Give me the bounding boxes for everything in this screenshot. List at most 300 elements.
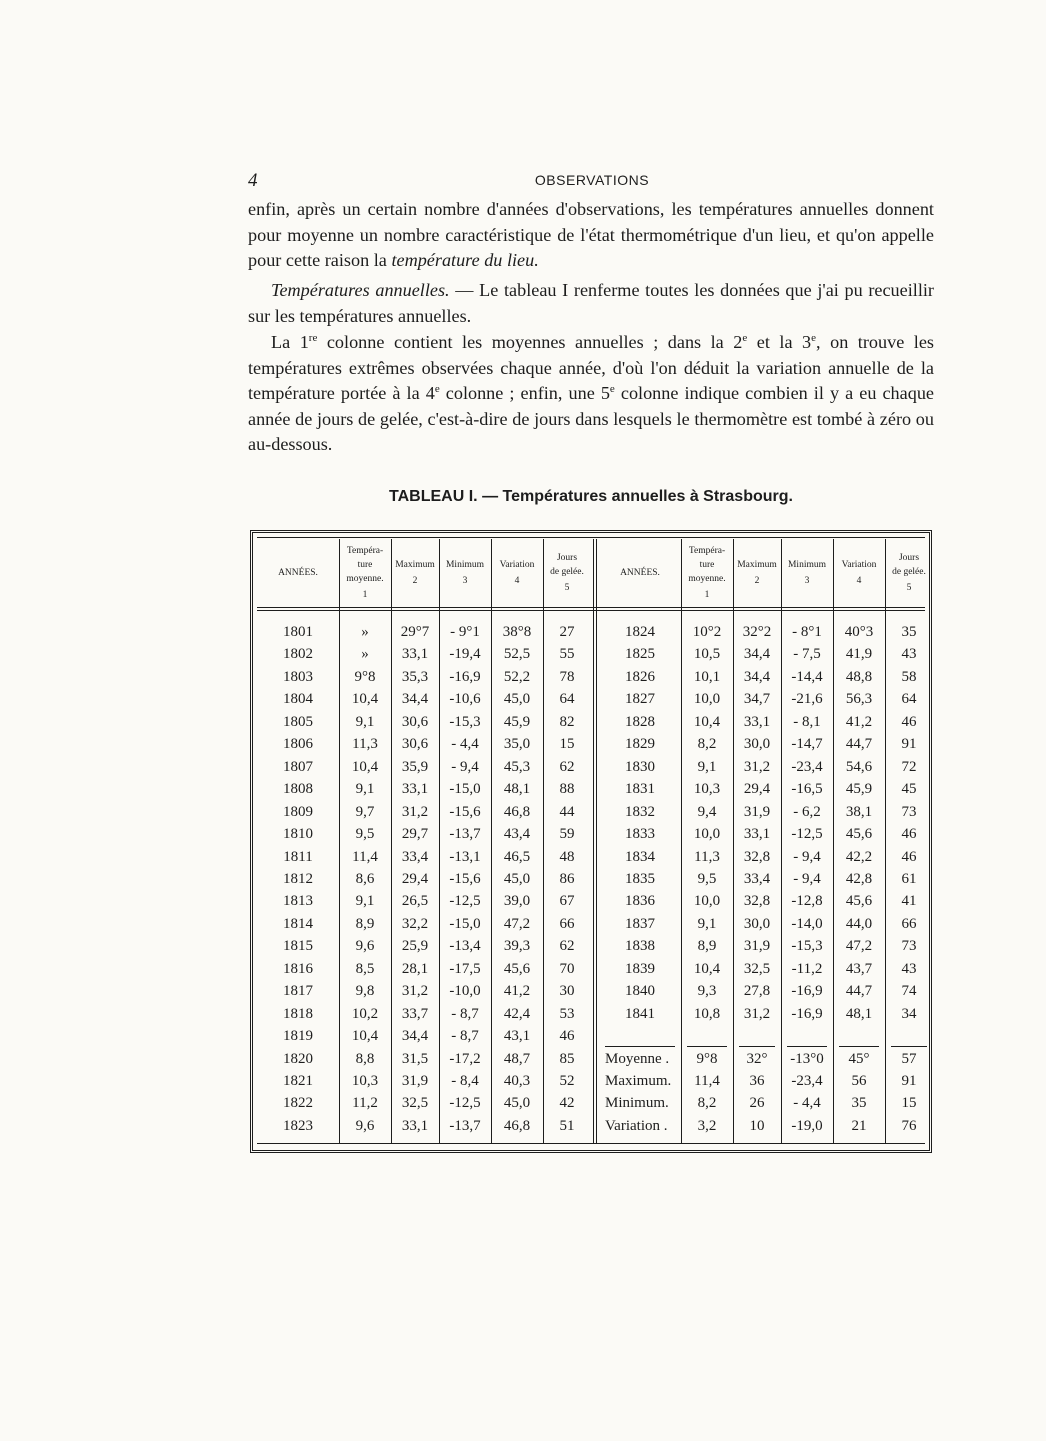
cell-jours-gelee: 46: [901, 848, 917, 865]
cell-year: 1811: [283, 848, 313, 865]
cell-jours-gelee: 48: [559, 848, 575, 865]
header-maximum-number: 2: [412, 576, 418, 586]
cell-temperature: 10,1: [693, 668, 721, 685]
cell-temperature: 11,2: [352, 1095, 378, 1112]
cell-temperature: 8,2: [697, 1095, 717, 1112]
table-row: [253, 1070, 593, 1092]
cell-maximum: 30,0: [743, 915, 771, 932]
summary-row: [595, 1048, 935, 1070]
cell-variation: 45°: [848, 1050, 870, 1067]
cell-jours-gelee: 57: [901, 1050, 917, 1067]
cell-variation: 42,8: [845, 870, 873, 887]
cell-maximum: 33,1: [743, 826, 771, 843]
cell-minimum: -16,9: [449, 668, 481, 685]
cell-minimum: - 8,1: [793, 713, 821, 730]
table-row: [253, 890, 593, 912]
cell-maximum: 32,2: [401, 915, 429, 932]
cell-year: 1814: [283, 915, 313, 932]
cell-year: 1804: [283, 691, 313, 708]
cell-jours-gelee: 64: [559, 691, 575, 708]
cell-minimum: -13,7: [449, 826, 481, 843]
cell-year: 1832: [625, 803, 655, 820]
cell-minimum: - 9,4: [793, 848, 821, 865]
cell-jours-gelee: 46: [559, 1028, 575, 1045]
cell-year: 1829: [625, 736, 655, 753]
superscript: e: [742, 332, 748, 344]
superscript: e: [609, 383, 615, 395]
cell-temperature: 9,4: [697, 803, 717, 820]
cell-temperature: 9°8: [354, 668, 376, 685]
table-row: [253, 868, 593, 890]
cell-temperature: 10,2: [351, 1005, 379, 1022]
table-row: [253, 733, 593, 755]
cell-year: 1827: [625, 691, 655, 708]
cell-variation: 52,5: [503, 646, 531, 663]
table-row: [595, 980, 935, 1002]
cell-year: 1819: [283, 1028, 313, 1045]
header-variation: [833, 539, 885, 607]
header-minimum-number: 3: [804, 576, 810, 586]
cell-maximum: 29,7: [401, 826, 429, 843]
header-minimum-label: Minimum: [445, 560, 484, 570]
paragraph-2-text: — Le tableau I renferme toutes les données que j'ai pu recueillir sur les températures annuelles.: [248, 280, 934, 326]
header-annees-label: ANNÉES.: [620, 568, 660, 578]
summary-row: [595, 1115, 935, 1137]
cell-temperature: 8,9: [355, 915, 375, 932]
cell-minimum: -14,7: [791, 736, 823, 753]
cell-jours-gelee: 74: [901, 983, 917, 1000]
summary-row: [595, 1092, 935, 1114]
cell-year: 1803: [283, 668, 313, 685]
table-row: [253, 958, 593, 980]
cell-maximum: 33,1: [401, 646, 429, 663]
header-minimum-number: 3: [462, 576, 468, 586]
cell-minimum: -12,5: [449, 1095, 481, 1112]
cell-year: 1826: [625, 668, 655, 685]
cell-maximum: 33,7: [401, 1005, 429, 1022]
table-row: [595, 801, 935, 823]
cell-temperature: 8,8: [355, 1050, 375, 1067]
table-row: [595, 756, 935, 778]
cell-jours-gelee: 43: [901, 960, 917, 977]
cell-variation: 42,4: [503, 1005, 531, 1022]
header-maximum-number: 2: [754, 576, 760, 586]
summary-separator: [787, 1046, 827, 1047]
cell-minimum: - 8,4: [451, 1073, 479, 1089]
cell-minimum: -13,4: [449, 938, 481, 955]
header-temperature-label: moyenne.: [346, 574, 384, 584]
cell-jours-gelee: 27: [559, 624, 575, 640]
cell-temperature: 9,6: [355, 1117, 375, 1134]
cell-jours-gelee: 73: [901, 803, 917, 820]
cell-maximum: 31,2: [743, 758, 771, 775]
superscript: e: [434, 383, 440, 395]
cell-variation: 48,1: [503, 781, 531, 798]
cell-jours-gelee: 91: [901, 1073, 917, 1089]
cell-jours-gelee: 15: [559, 736, 575, 753]
paragraph-3-text: La 1: [271, 332, 309, 352]
cell-maximum: 32,5: [743, 960, 771, 977]
table-row: [595, 823, 935, 845]
cell-maximum: 33,1: [743, 713, 771, 730]
summary-separator: [839, 1046, 879, 1047]
cell-maximum: 32,8: [743, 848, 771, 865]
cell-variation: 39,0: [503, 893, 531, 910]
cell-maximum: 34,4: [401, 1028, 429, 1045]
cell-minimum: -16,9: [791, 1005, 823, 1022]
cell-variation: 40°3: [844, 624, 874, 640]
cell-jours-gelee: 53: [559, 1005, 575, 1022]
cell-maximum: 33,4: [743, 870, 771, 887]
cell-jours-gelee: 67: [559, 893, 575, 910]
cell-temperature: 8,9: [697, 938, 717, 955]
cell-maximum: 30,0: [743, 736, 771, 753]
cell-minimum: -11,2: [791, 960, 823, 977]
cell-jours-gelee: 78: [559, 668, 575, 685]
cell-year: 1828: [625, 713, 655, 730]
cell-variation: 41,2: [845, 713, 873, 730]
cell-variation: 35: [851, 1095, 867, 1112]
cell-year: 1820: [283, 1050, 313, 1067]
cell-variation: 47,2: [845, 938, 873, 955]
cell-minimum: - 8,7: [451, 1005, 479, 1022]
header-maximum-label: Maximum: [737, 560, 777, 570]
cell-minimum: -17,2: [449, 1050, 481, 1067]
cell-maximum: 31,5: [401, 1050, 429, 1067]
cell-variation: 52,2: [503, 668, 531, 685]
cell-maximum: 26: [749, 1095, 765, 1112]
cell-temperature: 10,4: [351, 758, 379, 775]
cell-minimum: -15,0: [449, 915, 481, 932]
table-row: [595, 688, 935, 710]
cell-maximum: 33,1: [401, 781, 429, 798]
cell-maximum: 31,9: [743, 938, 771, 955]
cell-minimum: -16,5: [791, 781, 823, 798]
header-jours-gelee: [885, 539, 933, 607]
running-head: OBSERVATIONS: [534, 172, 650, 188]
cell-temperature: 11,4: [352, 848, 378, 865]
header-jours-gelee-label: de gelée.: [892, 567, 926, 577]
header-variation-label: Variation: [841, 560, 877, 570]
cell-minimum: -23,4: [791, 1073, 823, 1089]
summary-row: [595, 1070, 935, 1092]
cell-variation: 42,2: [845, 848, 873, 865]
table-row: [253, 1048, 593, 1070]
cell-temperature: »: [361, 646, 369, 663]
cell-variation: 38,1: [845, 803, 873, 820]
header-annees: [257, 539, 339, 607]
table-top-rule: [257, 537, 925, 538]
header-temperature-label: Tempéra-: [688, 546, 726, 556]
cell-maximum: 25,9: [401, 938, 429, 955]
cell-jours-gelee: 66: [559, 915, 575, 932]
cell-minimum: - 9,4: [793, 870, 821, 887]
header-maximum: [733, 539, 781, 607]
cell-variation: 45,6: [503, 960, 531, 977]
cell-maximum: 33,4: [401, 848, 429, 865]
cell-variation: 46,5: [503, 848, 531, 865]
table-row: [253, 621, 593, 643]
cell-maximum: 32°2: [742, 624, 772, 640]
cell-temperature: 10,5: [693, 646, 721, 663]
cell-temperature: 3,2: [697, 1117, 717, 1134]
cell-year: Moyenne .: [605, 1050, 670, 1067]
footer-rule: [257, 1143, 925, 1144]
cell-minimum: - 6,2: [793, 803, 821, 820]
cell-year: 1805: [283, 713, 313, 730]
header-maximum: [391, 539, 439, 607]
header-temperature: [681, 539, 733, 607]
header-rule: [257, 607, 925, 611]
cell-temperature: 11,4: [694, 1073, 720, 1089]
cell-minimum: - 9°1: [450, 624, 480, 640]
cell-temperature: 8,6: [355, 870, 375, 887]
cell-temperature: 11,3: [694, 848, 720, 865]
cell-maximum: 34,4: [743, 668, 771, 685]
cell-year: 1816: [283, 960, 313, 977]
cell-variation: 44,7: [845, 736, 873, 753]
cell-maximum: 36: [749, 1073, 765, 1089]
cell-jours-gelee: 44: [559, 803, 575, 820]
cell-variation: 44,0: [845, 915, 873, 932]
cell-year: 1801: [283, 624, 313, 640]
table-row: [595, 890, 935, 912]
header-temperature-label: Tempéra-: [346, 546, 384, 556]
cell-jours-gelee: 43: [901, 646, 917, 663]
cell-variation: 21: [851, 1117, 867, 1134]
summary-separator: [605, 1046, 675, 1047]
cell-jours-gelee: 34: [901, 1005, 917, 1022]
cell-year: 1840: [625, 983, 655, 1000]
cell-variation: 46,8: [503, 1117, 531, 1134]
cell-jours-gelee: 30: [559, 983, 575, 1000]
cell-maximum: 31,2: [401, 983, 429, 1000]
cell-maximum: 32,8: [743, 893, 771, 910]
cell-variation: 45,9: [845, 781, 873, 798]
cell-year: 1835: [625, 870, 655, 887]
cell-temperature: 10,4: [351, 1028, 379, 1045]
cell-variation: 56: [851, 1073, 867, 1089]
cell-temperature: 10,0: [693, 893, 721, 910]
cell-jours-gelee: 73: [901, 938, 917, 955]
cell-temperature: 9,3: [697, 983, 717, 1000]
cell-minimum: - 9,4: [451, 758, 479, 775]
table-row: [253, 980, 593, 1002]
table-row: [595, 958, 935, 980]
table-row: [253, 1092, 593, 1114]
cell-year: 1824: [625, 624, 655, 640]
cell-year: 1821: [283, 1073, 313, 1089]
cell-year: 1815: [283, 938, 313, 955]
cell-jours-gelee: 45: [901, 781, 917, 798]
cell-variation: 45,0: [503, 691, 531, 708]
cell-year: 1802: [283, 646, 313, 663]
cell-temperature: 10°2: [692, 624, 722, 640]
cell-minimum: -12,5: [791, 826, 823, 843]
table-row: [595, 778, 935, 800]
table-row: [595, 711, 935, 733]
cell-variation: 46,8: [503, 803, 531, 820]
cell-variation: 39,3: [503, 938, 531, 955]
cell-maximum: 31,9: [743, 803, 771, 820]
cell-jours-gelee: 42: [559, 1095, 575, 1112]
header-variation-number: 4: [856, 576, 862, 586]
cell-year: Maximum.: [605, 1073, 672, 1089]
cell-minimum: -16,9: [791, 983, 823, 1000]
table-row: [595, 666, 935, 688]
paragraph-1-text: enfin, après un certain nombre d'années d'observations, les températures annuelles donnent pour moyenne un nombre caractéristique de l'état thermométrique d'un lieu, et qu'on appelle pour cette raison la: [248, 199, 934, 270]
cell-minimum: - 7,5: [793, 646, 821, 663]
cell-jours-gelee: 52: [559, 1073, 575, 1089]
cell-minimum: -12,5: [449, 893, 481, 910]
page-header: [248, 170, 936, 192]
header-temperature: [339, 539, 391, 607]
table-row: [253, 935, 593, 957]
header-maximum-label: Maximum: [395, 560, 435, 570]
cell-maximum: 34,4: [743, 646, 771, 663]
cell-maximum: 29,4: [743, 781, 771, 798]
cell-variation: 45,9: [503, 713, 531, 730]
superscript: e: [811, 332, 817, 344]
header-jours-gelee-number: 5: [564, 583, 570, 593]
superscript: re: [308, 332, 318, 344]
header-minimum: [439, 539, 491, 607]
cell-variation: 35,0: [503, 736, 531, 753]
cell-jours-gelee: 46: [901, 826, 917, 843]
cell-year: 1833: [625, 826, 655, 843]
table-row: [253, 643, 593, 665]
cell-minimum: -21,6: [791, 691, 823, 708]
cell-temperature: 9,1: [697, 758, 717, 775]
cell-temperature: 8,2: [697, 736, 717, 753]
table-row: [253, 1003, 593, 1025]
cell-year: 1841: [625, 1005, 655, 1022]
cell-minimum: -19,0: [791, 1117, 823, 1134]
cell-temperature: 9,7: [355, 803, 375, 820]
cell-year: 1808: [283, 781, 313, 798]
cell-maximum: 35,9: [401, 758, 429, 775]
cell-jours-gelee: 35: [901, 624, 917, 640]
cell-temperature: 9,1: [697, 915, 717, 932]
header-jours-gelee-label: de gelée.: [550, 567, 584, 577]
cell-year: 1823: [283, 1117, 313, 1134]
cell-temperature: 10,3: [693, 781, 721, 798]
cell-minimum: -19,4: [449, 646, 481, 663]
cell-maximum: 33,1: [401, 1117, 429, 1134]
cell-jours-gelee: 46: [901, 713, 917, 730]
cell-temperature: 9,1: [355, 781, 375, 798]
cell-minimum: - 8°1: [792, 624, 822, 640]
cell-jours-gelee: 85: [559, 1050, 575, 1067]
cell-year: 1834: [625, 848, 655, 865]
temperature-table: [250, 530, 932, 1153]
cell-variation: 54,6: [845, 758, 873, 775]
table-row: [595, 846, 935, 868]
header-variation-label: Variation: [499, 560, 535, 570]
cell-jours-gelee: 88: [559, 781, 575, 798]
cell-minimum: - 8,7: [451, 1028, 479, 1045]
header-variation: [491, 539, 543, 607]
cell-minimum: -15,3: [449, 713, 481, 730]
cell-year: 1809: [283, 803, 313, 820]
cell-minimum: -12,8: [791, 893, 823, 910]
cell-minimum: -14,0: [791, 915, 823, 932]
header-temperature-number: 1: [362, 590, 368, 600]
cell-temperature: 9°8: [696, 1050, 718, 1067]
page-number: 4: [248, 170, 258, 191]
header-minimum: [781, 539, 833, 607]
header-jours-gelee: [543, 539, 591, 607]
cell-minimum: -15,6: [449, 803, 481, 820]
cell-minimum: -10,6: [449, 691, 481, 708]
paragraph-3-text: , on trouve les températures extrêmes observées chaque année, d'où l'on déduit la variation annuelle de la température portée à la 4: [248, 332, 934, 403]
cell-variation: 38°8: [502, 624, 532, 640]
cell-minimum: -13,1: [449, 848, 481, 865]
cell-variation: 45,6: [845, 893, 873, 910]
header-jours-gelee-label: Jours: [556, 553, 578, 563]
table-row: [253, 823, 593, 845]
cell-minimum: -13,7: [449, 1117, 481, 1134]
table-row: [253, 1115, 593, 1137]
paragraph-3-text: colonne indique combien il y a eu chaque année de jours de gelée, c'est-à-dire de jours dans lesquels le thermomètre est tombé à zéro ou au-dessous.: [248, 383, 934, 454]
cell-minimum: - 4,4: [451, 736, 479, 753]
cell-temperature: 10,3: [351, 1073, 379, 1089]
cell-jours-gelee: 55: [559, 646, 575, 663]
cell-temperature: 10,0: [693, 826, 721, 843]
cell-variation: 45,0: [503, 870, 531, 887]
cell-maximum: 34,4: [401, 691, 429, 708]
cell-maximum: 29,4: [401, 870, 429, 887]
header-annees: [599, 539, 681, 607]
table-row: [253, 913, 593, 935]
table-row: [253, 801, 593, 823]
cell-temperature: 8,5: [355, 960, 375, 977]
header-temperature-number: 1: [704, 590, 710, 600]
cell-jours-gelee: 76: [901, 1117, 917, 1134]
cell-year: 1810: [283, 826, 313, 843]
cell-minimum: -17,5: [449, 960, 481, 977]
cell-jours-gelee: 72: [901, 758, 917, 775]
cell-variation: 45,3: [503, 758, 531, 775]
table-row: [253, 666, 593, 688]
cell-temperature: 10,0: [693, 691, 721, 708]
cell-temperature: 9,1: [355, 713, 375, 730]
cell-year: Variation .: [605, 1117, 668, 1134]
header-temperature-label: moyenne.: [688, 574, 726, 584]
cell-jours-gelee: 59: [559, 826, 575, 843]
cell-variation: 48,8: [845, 668, 873, 685]
cell-jours-gelee: 51: [559, 1117, 575, 1134]
cell-maximum: 26,5: [401, 893, 429, 910]
cell-maximum: 31,2: [743, 1005, 771, 1022]
table-row: [595, 733, 935, 755]
cell-minimum: -15,6: [449, 870, 481, 887]
cell-variation: 41,2: [503, 983, 531, 1000]
cell-variation: 43,7: [845, 960, 873, 977]
cell-jours-gelee: 64: [901, 691, 917, 708]
cell-temperature: 9,5: [355, 826, 375, 843]
paragraph-2: [248, 278, 934, 329]
cell-variation: 44,7: [845, 983, 873, 1000]
summary-separator: [891, 1046, 927, 1047]
cell-year: 1822: [283, 1095, 313, 1112]
table-row: [253, 688, 593, 710]
header-variation-number: 4: [514, 576, 520, 586]
cell-temperature: »: [361, 624, 369, 640]
cell-jours-gelee: 15: [901, 1095, 917, 1112]
paragraph-1-emphasis: température du lieu.: [391, 250, 539, 270]
cell-variation: 40,3: [503, 1073, 531, 1089]
